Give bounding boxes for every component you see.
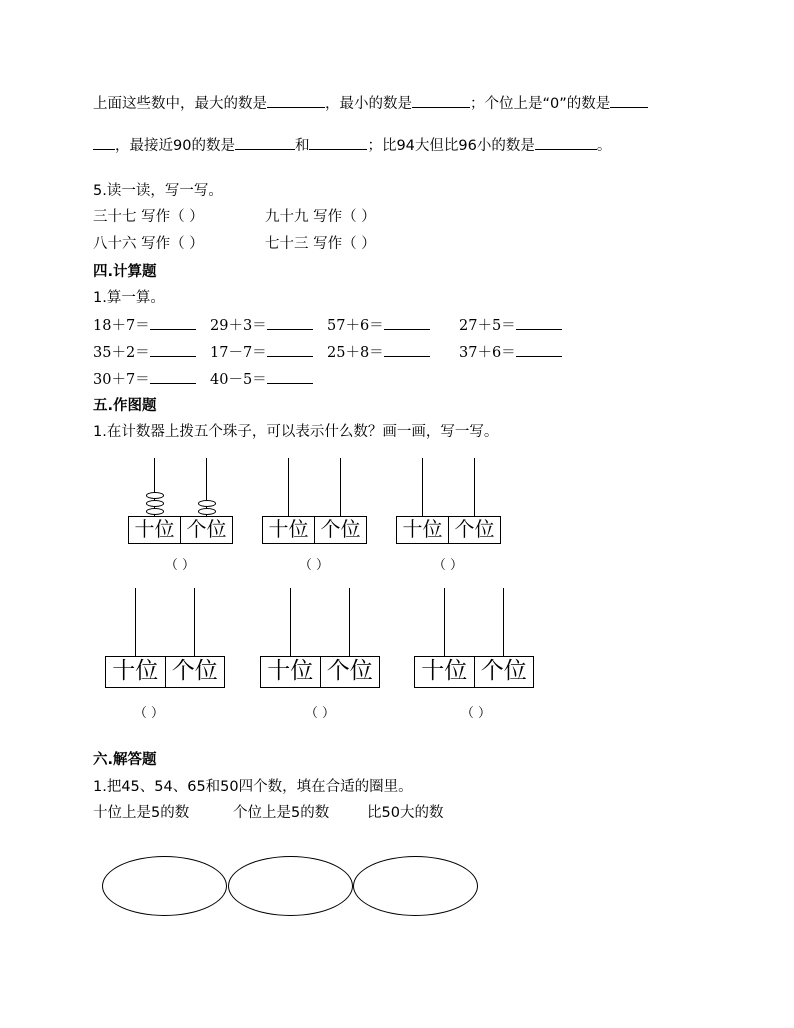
q5-item: 八十六 写作（ ）: [93, 236, 204, 252]
calc-problem: 30＋7＝: [93, 372, 150, 388]
abacus-counter[interactable]: [396, 458, 501, 578]
calc-problem: 57＋6＝: [327, 318, 384, 334]
q5-item: 九十九 写作（ ）: [265, 209, 376, 225]
tens-label: 十位: [268, 517, 309, 541]
answer-blank[interactable]: [384, 315, 430, 330]
calc-problem: 40－5＝: [210, 372, 267, 388]
ones-rod: [474, 458, 475, 518]
ones-rod: [349, 588, 350, 658]
calc-problem: 25＋8＝: [327, 345, 384, 361]
answer-parentheses[interactable]: （ ）: [298, 558, 330, 573]
answer-blank[interactable]: [267, 369, 313, 384]
answer-circle-greater-50[interactable]: [353, 856, 478, 916]
answer-blank[interactable]: [610, 93, 648, 108]
q4-text: ；比94大但比96小的数是: [367, 138, 535, 154]
place-value-box: [260, 656, 380, 688]
q4-text: ，最接近90的数是: [115, 138, 235, 154]
abacus-counter[interactable]: [105, 588, 225, 723]
answer-blank[interactable]: [267, 315, 313, 330]
answer-blank[interactable]: [384, 342, 430, 357]
ones-label: 个位: [180, 517, 232, 543]
q4-text: ，最小的数是: [325, 96, 412, 112]
calc-problem: 17－7＝: [210, 345, 267, 361]
answer-blank[interactable]: [535, 135, 597, 150]
answer-parentheses[interactable]: （ ）: [460, 706, 492, 721]
section-5-q1-title: 1.在计数器上拨五个珠子，可以表示什么数？画一画，写一写。: [93, 424, 499, 440]
q4-text: ；个位上是“0”的数是: [470, 96, 611, 112]
circle-label: 十位上是5的数: [93, 805, 190, 821]
abacus-counter-example: [128, 458, 233, 578]
q4-text: 。: [596, 138, 612, 154]
tens-label: 十位: [402, 517, 443, 541]
section-6-title: 六.解答题: [93, 752, 157, 768]
tens-label: 十位: [421, 658, 468, 684]
calc-problem: 29＋3＝: [210, 318, 267, 334]
abacus-counter[interactable]: [414, 588, 534, 723]
answer-parentheses[interactable]: （ ）: [304, 706, 336, 721]
bead: [146, 508, 164, 515]
ones-rod: [194, 588, 195, 658]
answer-blank[interactable]: [150, 342, 196, 357]
answer-blank[interactable]: [309, 135, 367, 150]
answer-blank[interactable]: [412, 93, 470, 108]
calc-problem: 27＋5＝: [459, 318, 516, 334]
ones-label: 个位: [314, 517, 366, 543]
answer-parentheses[interactable]: （ ）: [164, 558, 196, 573]
q4-text: 上面这些数中，最大的数是: [93, 96, 267, 112]
answer-parentheses[interactable]: （ ）: [133, 706, 165, 721]
q4-line-2: [93, 135, 611, 156]
section-6-q1-title: 1.把45、54、65和50四个数，填在合适的圈里。: [93, 779, 413, 795]
calc-problem: 35＋2＝: [93, 345, 150, 361]
calc-problem: 37＋6＝: [459, 345, 516, 361]
circle-label: 个位上是5的数: [233, 805, 330, 821]
place-value-box: [396, 516, 501, 544]
ones-label: 个位: [448, 517, 500, 543]
tens-label: 十位: [112, 658, 159, 684]
place-value-box: [262, 516, 367, 544]
section-5-title: 五.作图题: [93, 398, 157, 414]
circle-label: 比50大的数: [367, 805, 444, 821]
answer-circle-ones-5[interactable]: [228, 856, 353, 916]
ones-label: 个位: [165, 657, 225, 687]
answer-blank[interactable]: [516, 315, 562, 330]
tens-rod: [444, 588, 445, 658]
tens-rod: [135, 588, 136, 658]
section-4-q1-title: 1.算一算。: [93, 290, 165, 306]
bead: [198, 508, 216, 515]
q5-item: 七十三 写作（ ）: [265, 236, 376, 252]
bead: [198, 500, 216, 507]
answer-blank[interactable]: [93, 135, 115, 150]
tens-rod: [422, 458, 423, 518]
place-value-box: [105, 656, 225, 688]
q4-text: 和: [294, 138, 310, 154]
ones-rod: [340, 458, 341, 518]
answer-blank[interactable]: [150, 369, 196, 384]
tens-label: 十位: [134, 517, 175, 541]
ones-rod: [503, 588, 504, 658]
q5-title: 5.读一读，写一写。: [93, 183, 223, 199]
answer-parentheses[interactable]: （ ）: [432, 558, 464, 573]
tens-label: 十位: [267, 658, 314, 684]
bead: [146, 500, 164, 507]
section-4-title: 四.计算题: [93, 264, 157, 280]
q5-item: 三十七 写作（ ）: [93, 209, 204, 225]
abacus-counter[interactable]: [262, 458, 367, 578]
abacus-counter[interactable]: [260, 588, 380, 723]
tens-rod: [290, 588, 291, 658]
bead: [146, 492, 164, 499]
answer-blank[interactable]: [235, 135, 295, 150]
ones-label: 个位: [474, 657, 534, 687]
place-value-box: [128, 516, 233, 544]
q4-line-1: [93, 93, 648, 114]
answer-blank[interactable]: [267, 342, 313, 357]
answer-circle-tens-5[interactable]: [102, 856, 227, 916]
ones-label: 个位: [320, 657, 380, 687]
answer-blank[interactable]: [267, 93, 325, 108]
answer-blank[interactable]: [516, 342, 562, 357]
place-value-box: [414, 656, 534, 688]
tens-rod: [288, 458, 289, 518]
calc-problem: 18＋7＝: [93, 318, 150, 334]
answer-blank[interactable]: [150, 315, 196, 330]
